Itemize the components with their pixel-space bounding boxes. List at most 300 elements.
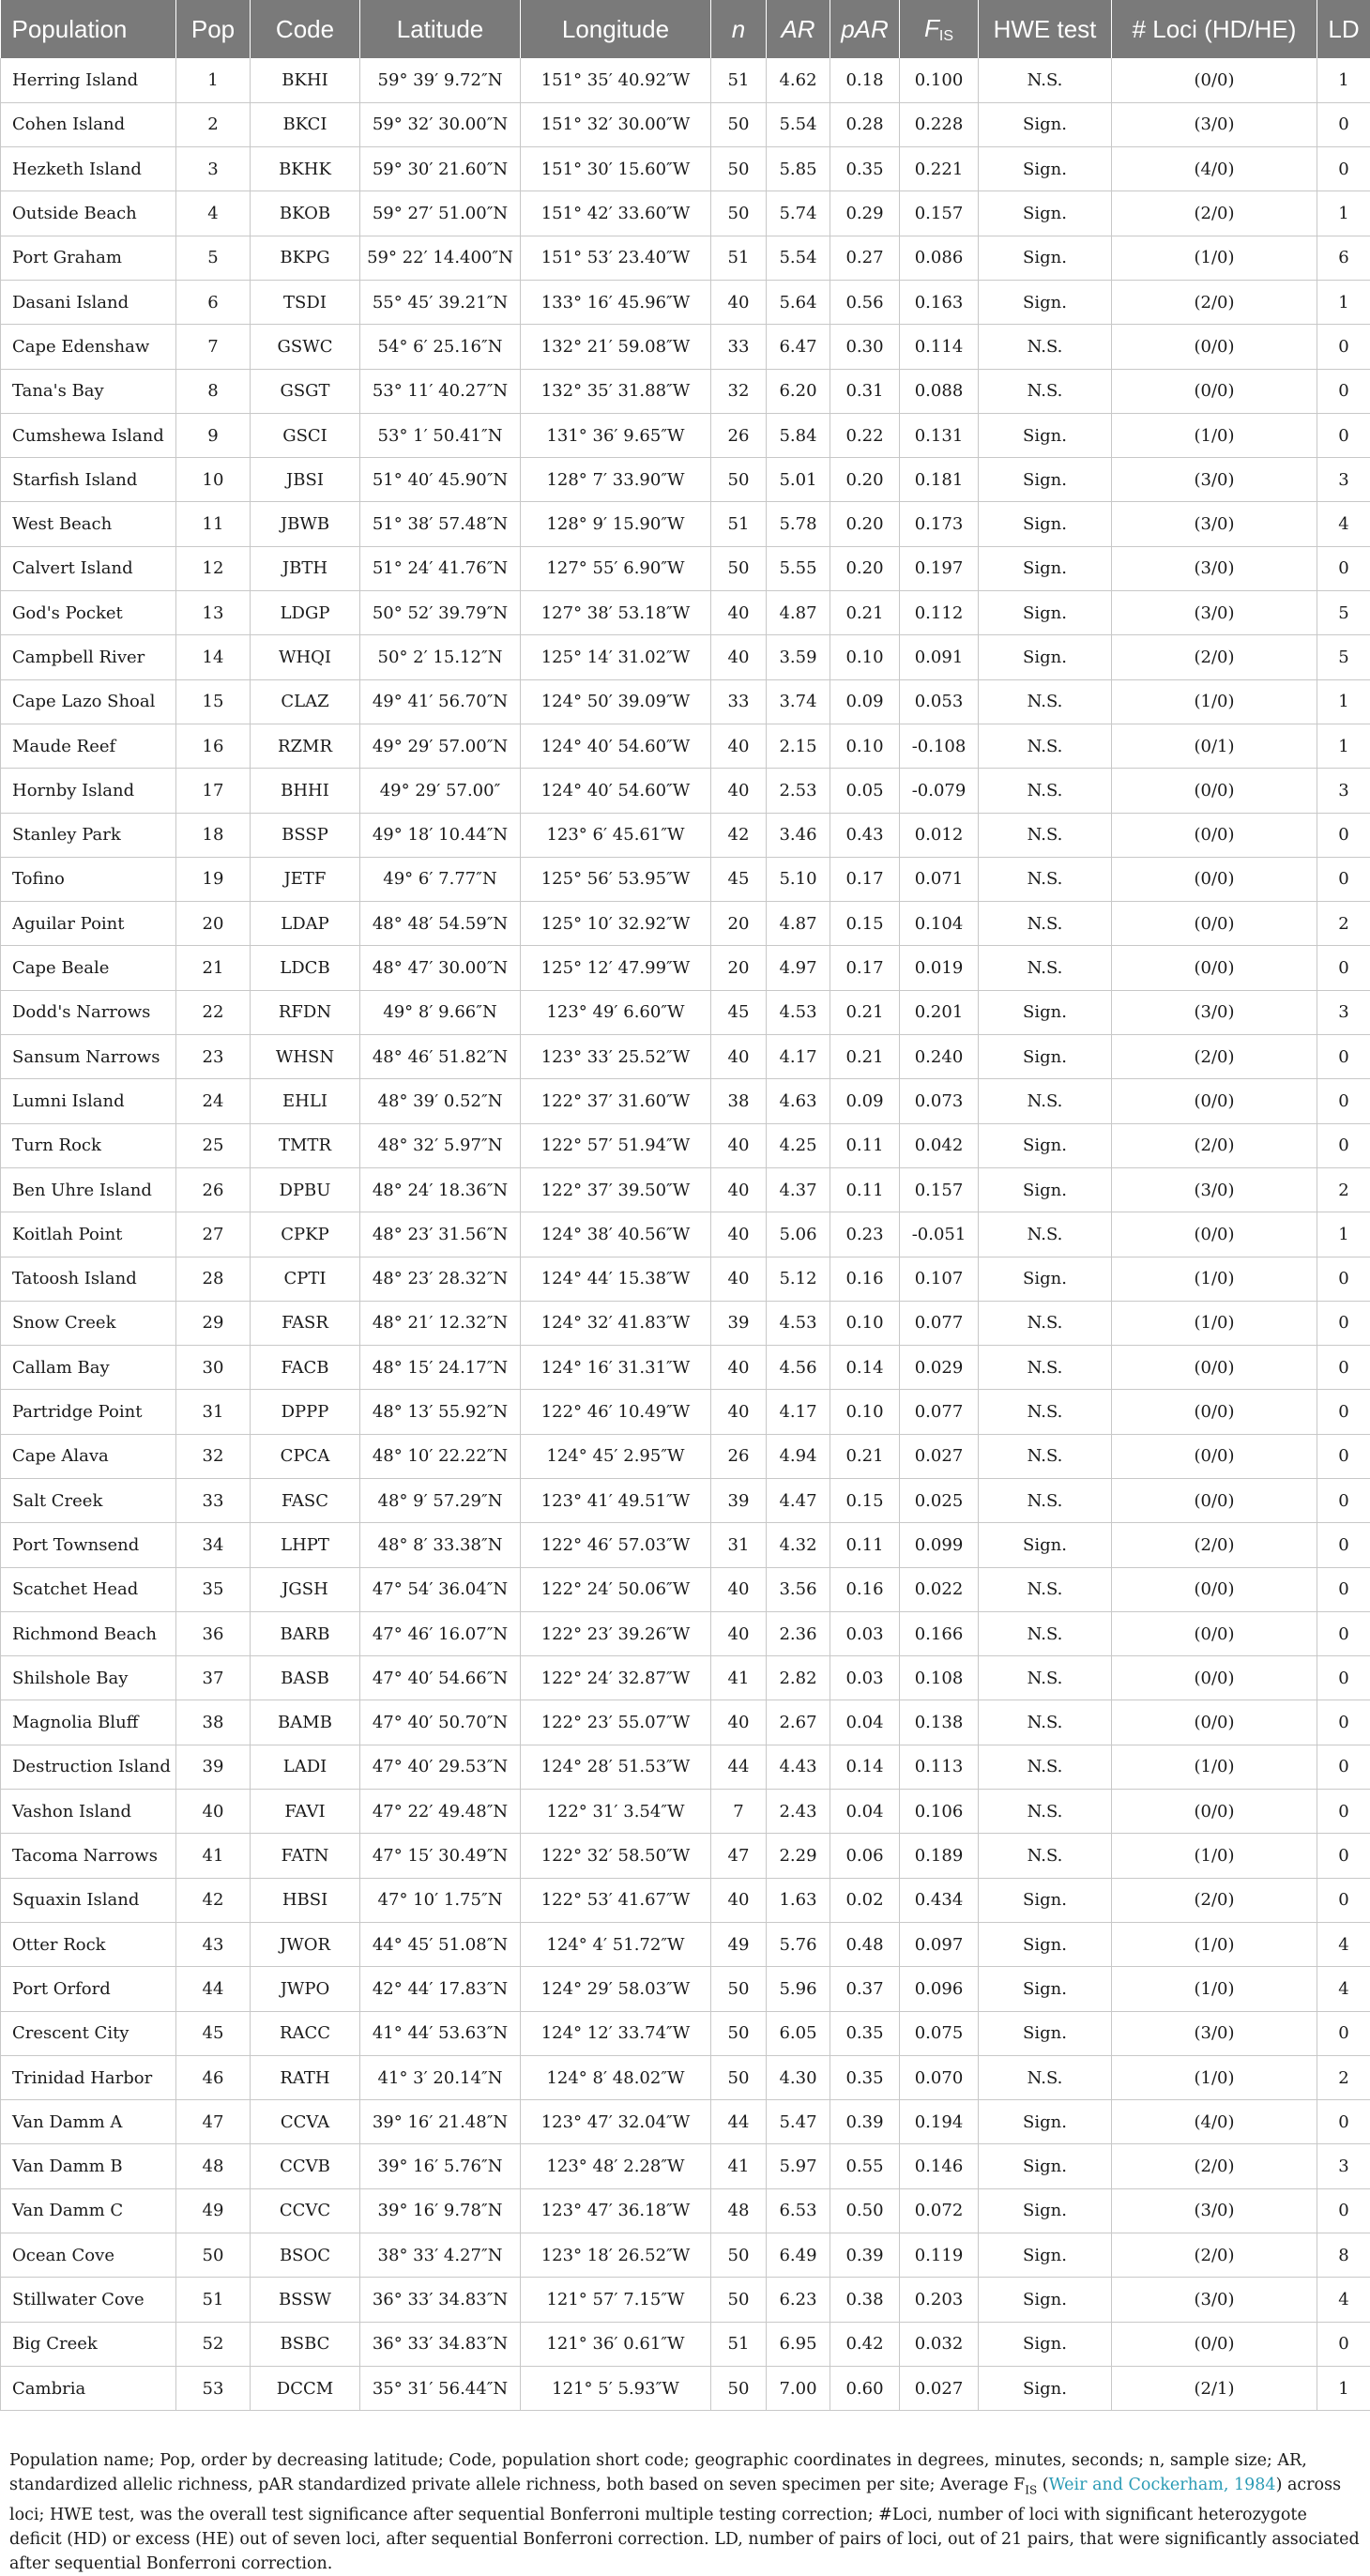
cell-ld: 5	[1317, 635, 1370, 679]
cell-population: Destruction Island	[1, 1745, 176, 1789]
cell-latitude: 39° 16′ 21.48″N	[360, 2100, 521, 2144]
cell-pop: 40	[176, 1790, 251, 1834]
cell-ar: 4.43	[767, 1745, 830, 1789]
cell-loci: (0/0)	[1112, 325, 1317, 369]
cell-longitude: 124° 8′ 48.02″W	[521, 2055, 711, 2099]
cell-n: 40	[711, 1212, 767, 1257]
cell-longitude: 123° 33′ 25.52″W	[521, 1035, 711, 1079]
cell-longitude: 151° 42′ 33.60″W	[521, 191, 711, 236]
cell-longitude: 128° 7′ 33.90″W	[521, 458, 711, 502]
cell-pop: 9	[176, 413, 251, 457]
cell-pop: 28	[176, 1257, 251, 1301]
cell-code: BSOC	[251, 2233, 360, 2278]
cell-n: 45	[711, 857, 767, 901]
cell-fis: 0.106	[900, 1790, 979, 1834]
cell-code: CCVC	[251, 2188, 360, 2233]
cell-ld: 0	[1317, 2188, 1370, 2233]
cell-pop: 23	[176, 1035, 251, 1079]
cell-fis: 0.157	[900, 191, 979, 236]
cell-population: Cape Alava	[1, 1434, 176, 1478]
cell-n: 50	[711, 102, 767, 146]
cell-hwe: N.S.	[979, 1212, 1112, 1257]
cell-latitude: 38° 33′ 4.27″N	[360, 2233, 521, 2278]
cell-pop: 12	[176, 546, 251, 590]
cell-loci: (3/0)	[1112, 591, 1317, 635]
cell-par: 0.16	[830, 1257, 900, 1301]
cell-longitude: 122° 37′ 39.50″W	[521, 1167, 711, 1212]
cell-ar: 5.55	[767, 546, 830, 590]
cell-fis: 0.113	[900, 1745, 979, 1789]
cell-latitude: 53° 11′ 40.27″N	[360, 369, 521, 413]
table-row	[1, 1611, 1370, 1655]
cell-loci: (0/0)	[1112, 902, 1317, 946]
footnote-fis-sub: IS	[1025, 2484, 1037, 2497]
cell-population: Port Townsend	[1, 1523, 176, 1567]
cell-population: Aguilar Point	[1, 902, 176, 946]
table-row	[1, 1967, 1370, 2011]
cell-latitude: 51° 38′ 57.48″N	[360, 502, 521, 546]
cell-n: 50	[711, 546, 767, 590]
cell-longitude: 125° 10′ 32.92″W	[521, 902, 711, 946]
cell-longitude: 121° 57′ 7.15″W	[521, 2278, 711, 2322]
cell-code: JETF	[251, 857, 360, 901]
cell-code: BKPG	[251, 236, 360, 280]
cell-loci: (1/0)	[1112, 1257, 1317, 1301]
cell-fis: 0.157	[900, 1167, 979, 1212]
cell-code: DPPP	[251, 1390, 360, 1434]
cell-loci: (3/0)	[1112, 546, 1317, 590]
cell-loci: (2/0)	[1112, 1523, 1317, 1567]
cell-latitude: 50° 2′ 15.12″N	[360, 635, 521, 679]
table-row	[1, 2233, 1370, 2278]
cell-par: 0.17	[830, 857, 900, 901]
table-row	[1, 413, 1370, 457]
cell-code: WHQI	[251, 635, 360, 679]
cell-n: 51	[711, 502, 767, 546]
cell-n: 40	[711, 1878, 767, 1922]
cell-population: Partridge Point	[1, 1390, 176, 1434]
cell-n: 50	[711, 191, 767, 236]
cell-fis: 0.181	[900, 458, 979, 502]
cell-latitude: 35° 31′ 56.44″N	[360, 2366, 521, 2410]
col-header-hwe: HWE test	[979, 0, 1112, 58]
cell-hwe: Sign.	[979, 546, 1112, 590]
footnote-text-3: ) across loci; HWE test, was the overall test significance after sequential Bonferroni multiple testing correction; #Loci, number of loci with significant heterozygote deficit (HD) or excess (HE) out of seven loci, after sequential Bonferroni correction. LD, number of pairs of loci, out of 21 pairs, that were significantly associated after sequential Bonferroni correction.	[9, 2476, 1360, 2573]
table-row	[1, 1790, 1370, 1834]
cell-population: Van Damm A	[1, 2100, 176, 2144]
cell-par: 0.11	[830, 1123, 900, 1167]
cell-longitude: 151° 32′ 30.00″W	[521, 102, 711, 146]
cell-longitude: 124° 12′ 33.74″W	[521, 2011, 711, 2055]
cell-latitude: 41° 44′ 53.63″N	[360, 2011, 521, 2055]
cell-ar: 6.47	[767, 325, 830, 369]
table-row	[1, 679, 1370, 724]
cell-pop: 30	[176, 1346, 251, 1390]
cell-hwe: N.S.	[979, 1346, 1112, 1390]
cell-ld: 2	[1317, 1167, 1370, 1212]
cell-par: 0.50	[830, 2188, 900, 2233]
cell-hwe: Sign.	[979, 2100, 1112, 2144]
cell-code: CPCA	[251, 1434, 360, 1478]
cell-pop: 1	[176, 58, 251, 102]
cell-loci: (1/0)	[1112, 236, 1317, 280]
table-row	[1, 2322, 1370, 2366]
cell-pop: 38	[176, 1700, 251, 1745]
cell-par: 0.03	[830, 1656, 900, 1700]
col-header-loci: # Loci (HD/HE)	[1112, 0, 1317, 58]
cell-population: Magnolia Bluff	[1, 1700, 176, 1745]
cell-ld: 1	[1317, 58, 1370, 102]
cell-loci: (0/0)	[1112, 857, 1317, 901]
cell-par: 0.37	[830, 1967, 900, 2011]
cell-code: FASR	[251, 1301, 360, 1345]
cell-loci: (1/0)	[1112, 1967, 1317, 2011]
cell-longitude: 124° 44′ 15.38″W	[521, 1257, 711, 1301]
cell-population: Stillwater Cove	[1, 2278, 176, 2322]
cell-par: 0.42	[830, 2322, 900, 2366]
cell-code: RACC	[251, 2011, 360, 2055]
cell-ar: 4.87	[767, 591, 830, 635]
cell-pop: 4	[176, 191, 251, 236]
cell-fis: 0.100	[900, 58, 979, 102]
cell-population: God's Pocket	[1, 591, 176, 635]
cell-ar: 5.96	[767, 1967, 830, 2011]
cell-fis: -0.079	[900, 769, 979, 813]
cell-par: 0.10	[830, 1390, 900, 1434]
cell-loci: (3/0)	[1112, 458, 1317, 502]
cell-pop: 32	[176, 1434, 251, 1478]
cell-longitude: 151° 53′ 23.40″W	[521, 236, 711, 280]
cell-par: 0.02	[830, 1878, 900, 1922]
cell-code: BSBC	[251, 2322, 360, 2366]
fis-main: F	[924, 14, 939, 42]
table-row	[1, 1656, 1370, 1700]
cell-latitude: 48° 9′ 57.29″N	[360, 1479, 521, 1523]
cell-code: BAMB	[251, 1700, 360, 1745]
cell-code: BASB	[251, 1656, 360, 1700]
cell-ar: 4.17	[767, 1035, 830, 1079]
cell-hwe: Sign.	[979, 635, 1112, 679]
cell-code: BKCI	[251, 102, 360, 146]
cell-pop: 49	[176, 2188, 251, 2233]
cell-loci: (2/0)	[1112, 1035, 1317, 1079]
cell-code: TSDI	[251, 280, 360, 324]
cell-fis: 0.221	[900, 147, 979, 191]
table-row	[1, 2055, 1370, 2099]
cell-loci: (4/0)	[1112, 2100, 1317, 2144]
cell-fis: 0.107	[900, 1257, 979, 1301]
table-row	[1, 2100, 1370, 2144]
cell-latitude: 36° 33′ 34.83″N	[360, 2278, 521, 2322]
cell-n: 44	[711, 2100, 767, 2144]
cell-latitude: 51° 40′ 45.90″N	[360, 458, 521, 502]
cell-loci: (1/0)	[1112, 1301, 1317, 1345]
cell-code: CPTI	[251, 1257, 360, 1301]
cell-code: DPBU	[251, 1167, 360, 1212]
cell-population: Snow Creek	[1, 1301, 176, 1345]
cell-latitude: 48° 23′ 31.56″N	[360, 1212, 521, 1257]
cell-ar: 6.53	[767, 2188, 830, 2233]
cell-hwe: Sign.	[979, 1123, 1112, 1167]
cell-n: 40	[711, 1035, 767, 1079]
cell-ar: 2.43	[767, 1790, 830, 1834]
cell-loci: (0/0)	[1112, 1611, 1317, 1655]
cell-ar: 4.17	[767, 1390, 830, 1434]
cell-loci: (0/0)	[1112, 369, 1317, 413]
citation-link[interactable]: Weir and Cockerham, 1984	[1049, 2476, 1276, 2494]
cell-hwe: Sign.	[979, 1035, 1112, 1079]
cell-ld: 1	[1317, 1212, 1370, 1257]
cell-hwe: N.S.	[979, 58, 1112, 102]
cell-longitude: 123° 6′ 45.61″W	[521, 813, 711, 857]
cell-latitude: 59° 27′ 51.00″N	[360, 191, 521, 236]
cell-n: 49	[711, 1922, 767, 1966]
cell-fis: 0.097	[900, 1922, 979, 1966]
cell-loci: (3/0)	[1112, 1167, 1317, 1212]
table-row	[1, 1123, 1370, 1167]
cell-fis: 0.053	[900, 679, 979, 724]
cell-population: West Beach	[1, 502, 176, 546]
cell-ld: 0	[1317, 2100, 1370, 2144]
cell-longitude: 124° 16′ 31.31″W	[521, 1346, 711, 1390]
cell-code: RATH	[251, 2055, 360, 2099]
cell-code: BKHI	[251, 58, 360, 102]
cell-longitude: 123° 47′ 32.04″W	[521, 2100, 711, 2144]
cell-ld: 0	[1317, 1700, 1370, 1745]
cell-pop: 50	[176, 2233, 251, 2278]
cell-fis: 0.131	[900, 413, 979, 457]
cell-ar: 4.53	[767, 1301, 830, 1345]
cell-par: 0.39	[830, 2100, 900, 2144]
cell-n: 39	[711, 1301, 767, 1345]
table-row	[1, 2188, 1370, 2233]
cell-pop: 48	[176, 2144, 251, 2188]
cell-code: JWOR	[251, 1922, 360, 1966]
cell-ar: 2.15	[767, 724, 830, 768]
cell-loci: (2/0)	[1112, 1123, 1317, 1167]
cell-pop: 18	[176, 813, 251, 857]
cell-latitude: 47° 40′ 54.66″N	[360, 1656, 521, 1700]
cell-loci: (2/0)	[1112, 1878, 1317, 1922]
cell-latitude: 59° 32′ 30.00″N	[360, 102, 521, 146]
cell-fis: 0.088	[900, 369, 979, 413]
cell-par: 0.35	[830, 2055, 900, 2099]
cell-par: 0.18	[830, 58, 900, 102]
cell-population: Trinidad Harbor	[1, 2055, 176, 2099]
cell-ld: 1	[1317, 280, 1370, 324]
table-row	[1, 2278, 1370, 2322]
cell-par: 0.60	[830, 2366, 900, 2410]
table-row	[1, 1434, 1370, 1478]
cell-fis: 0.194	[900, 2100, 979, 2144]
cell-fis: 0.091	[900, 635, 979, 679]
cell-pop: 51	[176, 2278, 251, 2322]
cell-hwe: N.S.	[979, 1700, 1112, 1745]
cell-population: Hezketh Island	[1, 147, 176, 191]
cell-ld: 1	[1317, 679, 1370, 724]
cell-ld: 0	[1317, 147, 1370, 191]
col-header-pop: Pop	[176, 0, 251, 58]
col-header-fis	[900, 0, 979, 58]
cell-pop: 34	[176, 1523, 251, 1567]
cell-population: Port Graham	[1, 236, 176, 280]
cell-latitude: 48° 47′ 30.00″N	[360, 946, 521, 990]
cell-loci: (0/0)	[1112, 1390, 1317, 1434]
cell-ar: 4.63	[767, 1079, 830, 1123]
cell-hwe: N.S.	[979, 1656, 1112, 1700]
cell-ar: 4.53	[767, 990, 830, 1034]
cell-ar: 6.05	[767, 2011, 830, 2055]
cell-hwe: Sign.	[979, 2188, 1112, 2233]
cell-loci: (3/0)	[1112, 2278, 1317, 2322]
cell-fis: 0.077	[900, 1301, 979, 1345]
cell-loci: (4/0)	[1112, 147, 1317, 191]
cell-par: 0.28	[830, 102, 900, 146]
cell-ld: 0	[1317, 1656, 1370, 1700]
cell-hwe: Sign.	[979, 1967, 1112, 2011]
cell-ar: 4.30	[767, 2055, 830, 2099]
cell-fis: 0.119	[900, 2233, 979, 2278]
table-row	[1, 1745, 1370, 1789]
cell-hwe: N.S.	[979, 2055, 1112, 2099]
cell-par: 0.14	[830, 1745, 900, 1789]
cell-latitude: 48° 48′ 54.59″N	[360, 902, 521, 946]
table-row	[1, 1390, 1370, 1434]
cell-ld: 0	[1317, 813, 1370, 857]
cell-hwe: Sign.	[979, 147, 1112, 191]
cell-longitude: 122° 32′ 58.50″W	[521, 1834, 711, 1878]
cell-ld: 0	[1317, 1479, 1370, 1523]
footnote-text-2: (	[1037, 2476, 1048, 2494]
cell-par: 0.48	[830, 1922, 900, 1966]
cell-ld: 0	[1317, 1346, 1370, 1390]
cell-ar: 5.64	[767, 280, 830, 324]
cell-fis: 0.228	[900, 102, 979, 146]
cell-ld: 0	[1317, 857, 1370, 901]
cell-hwe: N.S.	[979, 1834, 1112, 1878]
cell-longitude: 123° 48′ 2.28″W	[521, 2144, 711, 2188]
cell-longitude: 127° 38′ 53.18″W	[521, 591, 711, 635]
cell-latitude: 49° 8′ 9.66″N	[360, 990, 521, 1034]
cell-loci: (0/0)	[1112, 1434, 1317, 1478]
cell-latitude: 47° 10′ 1.75″N	[360, 1878, 521, 1922]
cell-code: CCVB	[251, 2144, 360, 2188]
cell-pop: 10	[176, 458, 251, 502]
cell-ar: 2.29	[767, 1834, 830, 1878]
cell-code: WHSN	[251, 1035, 360, 1079]
cell-code: HBSI	[251, 1878, 360, 1922]
cell-hwe: N.S.	[979, 1479, 1112, 1523]
table-row	[1, 1346, 1370, 1390]
cell-ar: 5.84	[767, 413, 830, 457]
cell-latitude: 50° 52′ 39.79″N	[360, 591, 521, 635]
cell-population: Cape Beale	[1, 946, 176, 990]
cell-ld: 4	[1317, 502, 1370, 546]
cell-latitude: 48° 15′ 24.17″N	[360, 1346, 521, 1390]
cell-fis: 0.025	[900, 1479, 979, 1523]
col-header-par: pAR	[830, 0, 900, 58]
cell-code: FAVI	[251, 1790, 360, 1834]
cell-n: 20	[711, 946, 767, 990]
cell-fis: 0.070	[900, 2055, 979, 2099]
cell-par: 0.20	[830, 502, 900, 546]
cell-ar: 4.62	[767, 58, 830, 102]
cell-loci: (2/0)	[1112, 635, 1317, 679]
cell-par: 0.20	[830, 458, 900, 502]
cell-n: 41	[711, 1656, 767, 1700]
cell-ar: 4.25	[767, 1123, 830, 1167]
cell-ld: 0	[1317, 413, 1370, 457]
cell-ld: 0	[1317, 1257, 1370, 1301]
table-body	[1, 58, 1370, 2411]
cell-fis: 0.112	[900, 591, 979, 635]
cell-loci: (0/0)	[1112, 1567, 1317, 1611]
cell-n: 40	[711, 280, 767, 324]
cell-par: 0.14	[830, 1346, 900, 1390]
cell-hwe: N.S.	[979, 1611, 1112, 1655]
cell-population: Turn Rock	[1, 1123, 176, 1167]
cell-n: 33	[711, 325, 767, 369]
cell-population: Tacoma Narrows	[1, 1834, 176, 1878]
cell-n: 45	[711, 990, 767, 1034]
cell-ar: 5.85	[767, 147, 830, 191]
cell-hwe: N.S.	[979, 946, 1112, 990]
cell-n: 48	[711, 2188, 767, 2233]
cell-ld: 8	[1317, 2233, 1370, 2278]
cell-code: JBTH	[251, 546, 360, 590]
cell-latitude: 53° 1′ 50.41″N	[360, 413, 521, 457]
cell-longitude: 125° 12′ 47.99″W	[521, 946, 711, 990]
cell-fis: 0.019	[900, 946, 979, 990]
table-row	[1, 857, 1370, 901]
cell-latitude: 39° 16′ 9.78″N	[360, 2188, 521, 2233]
cell-latitude: 48° 24′ 18.36″N	[360, 1167, 521, 1212]
cell-ar: 5.12	[767, 1257, 830, 1301]
cell-ld: 6	[1317, 236, 1370, 280]
cell-pop: 2	[176, 102, 251, 146]
cell-hwe: Sign.	[979, 1878, 1112, 1922]
cell-ar: 6.20	[767, 369, 830, 413]
cell-code: JWPO	[251, 1967, 360, 2011]
cell-loci: (2/0)	[1112, 191, 1317, 236]
cell-ld: 0	[1317, 1035, 1370, 1079]
table-row	[1, 902, 1370, 946]
cell-latitude: 47° 40′ 29.53″N	[360, 1745, 521, 1789]
cell-ar: 5.97	[767, 2144, 830, 2188]
cell-par: 0.22	[830, 413, 900, 457]
cell-loci: (3/0)	[1112, 2011, 1317, 2055]
table-row	[1, 102, 1370, 146]
table-row	[1, 724, 1370, 768]
cell-par: 0.21	[830, 1035, 900, 1079]
col-header-population: Population	[1, 0, 176, 58]
cell-ar: 6.95	[767, 2322, 830, 2366]
cell-fis: 0.163	[900, 280, 979, 324]
cell-pop: 5	[176, 236, 251, 280]
cell-ld: 1	[1317, 2366, 1370, 2410]
cell-population: Starfish Island	[1, 458, 176, 502]
cell-pop: 29	[176, 1301, 251, 1345]
cell-par: 0.11	[830, 1167, 900, 1212]
cell-loci: (3/0)	[1112, 2188, 1317, 2233]
cell-pop: 39	[176, 1745, 251, 1789]
cell-ar: 5.78	[767, 502, 830, 546]
cell-n: 50	[711, 2233, 767, 2278]
cell-latitude: 48° 32′ 5.97″N	[360, 1123, 521, 1167]
cell-ar: 3.74	[767, 679, 830, 724]
cell-longitude: 128° 9′ 15.90″W	[521, 502, 711, 546]
cell-pop: 16	[176, 724, 251, 768]
